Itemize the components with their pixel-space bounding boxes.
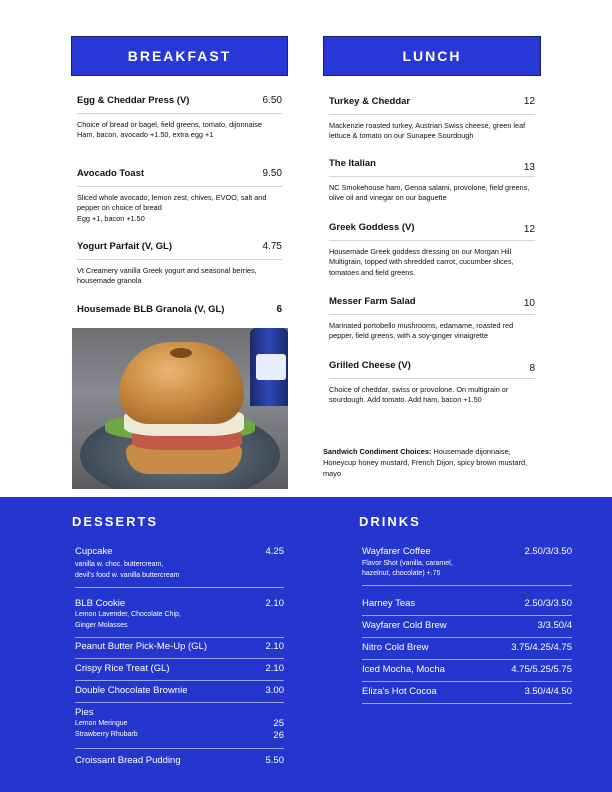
item-extra: Egg +1, bacon +1.50 (77, 213, 145, 223)
bottle-label-shape (256, 354, 286, 380)
menu-item (329, 296, 535, 342)
item-name: Iced Mocha, Mocha (362, 664, 445, 675)
item-desc: Sliced whole avocado, lemon zest, chives, EVOO, salt and pepper on choice of bread (77, 193, 267, 213)
item-desc: NC Smokehouse ham, Genoa salami, provolone, field greens, olive oil and vinegar on our baguette (329, 183, 530, 203)
item-price: 5.50 (265, 755, 284, 766)
item-price: 10 (523, 298, 535, 309)
item-name: Harney Teas (362, 598, 416, 609)
bagel-sandwich-photo (72, 328, 288, 489)
item-price: 4.75 (262, 241, 282, 252)
item-desc: Choice of cheddar, swiss or provolone. On multigrain or sourdough. Add tomato. Add ham, bacon +1.50 (329, 385, 509, 405)
dessert-item (75, 546, 284, 588)
condiments-text: Housemade dijonnaise, Honeycup honey mustard, French Dijon, spicy brown mustard, mayo (323, 447, 528, 478)
item-desc: Choice of bread or bagel, field greens, tomato, dijonnaise (77, 120, 262, 129)
item-price: 3.00 (265, 685, 284, 696)
condiment-choices (323, 446, 545, 479)
drink-item (362, 664, 572, 682)
item-sub: hazelnut, chocolate) +.75 (362, 570, 441, 577)
item-name: Cupcake (75, 546, 113, 557)
item-name: Messer Farm Salad (329, 296, 416, 307)
dessert-item (75, 707, 284, 749)
item-name: Yogurt Parfait (V, GL) (77, 241, 173, 252)
item-name: Greek Goddess (V) (329, 222, 415, 233)
item-price: 3/3.50/4 (537, 620, 572, 631)
item-name: Croissant Bread Pudding (75, 755, 181, 766)
desserts-title: DESSERTS (72, 514, 159, 529)
item-name: Turkey & Cheddar (329, 96, 411, 107)
item-name: Grilled Cheese (V) (329, 360, 411, 371)
item-sub: Ginger Molasses (75, 622, 128, 629)
item-name: Wayfarer Cold Brew (362, 620, 447, 631)
item-sub: devil's food w. vanilla buttercream (75, 572, 180, 579)
item-desc: Mackenzie roasted turkey, Austrian Swiss cheese, green leaf lettuce & tomato on our Sunapee Sourdough (329, 121, 526, 141)
dessert-item (75, 663, 284, 681)
item-desc: Vt Creamery vanilla Greek yogurt and seasonal berries, housemade granola (77, 266, 257, 286)
item-price: 2.10 (265, 598, 284, 609)
item-price: 2.10 (265, 663, 284, 674)
item-price: 13 (523, 162, 535, 173)
item-sub: vanilla w. choc. buttercream, (75, 561, 164, 568)
item-name: Eliza's Hot Cocoa (362, 686, 437, 697)
menu-item (329, 222, 535, 278)
breakfast-title: BREAKFAST (127, 48, 232, 64)
item-desc: Housemade Greek goddess dressing on our Morgan Hill Multigrain, topped with shredded carrot, cucumber slices, tomatoes and field greens. (329, 247, 514, 277)
item-price: 2.50/3/3.50 (524, 598, 572, 609)
menu-item (329, 158, 535, 204)
menu-item (77, 95, 282, 141)
item-name: Avocado Toast (77, 168, 145, 179)
item-name: Crispy Rice Treat (GL) (75, 663, 170, 674)
menu-item (329, 96, 535, 142)
item-price: 6.50 (262, 95, 282, 106)
menu-item (77, 241, 282, 287)
lunch-header (323, 36, 541, 76)
item-name: The Italian (329, 158, 376, 169)
item-name: Nitro Cold Brew (362, 642, 429, 653)
menu-item (329, 360, 535, 406)
item-sub: Lemon Lavender, Chocolate Chip, (75, 611, 181, 618)
condiments-label: Sandwich Condiment Choices: (323, 447, 432, 456)
drinks-title: DRINKS (359, 514, 421, 529)
menu-item (77, 304, 282, 322)
dessert-item (75, 641, 284, 659)
breakfast-header (71, 36, 288, 76)
item-sub: Flavor Shot (vanilla, caramel, (362, 560, 453, 567)
menu-item (77, 168, 282, 224)
item-name: Wayfarer Coffee (362, 546, 431, 557)
item-price: 25 (273, 718, 284, 729)
dessert-item (75, 685, 284, 703)
item-price: 4.75/5.25/5.75 (511, 664, 572, 675)
bagel-hole-shape (170, 348, 192, 358)
drink-item (362, 642, 572, 660)
item-price: 4.25 (265, 546, 284, 557)
drink-item (362, 598, 572, 616)
item-price: 2.50/3/3.50 (524, 546, 572, 557)
item-sub: Lemon Meringue (75, 720, 128, 727)
dessert-item (75, 755, 284, 772)
item-name: Peanut Butter Pick-Me-Up (GL) (75, 641, 207, 652)
drink-item (362, 686, 572, 704)
item-price: 8 (529, 363, 535, 374)
item-name: Housemade BLB Granola (V, GL) (77, 304, 225, 315)
dessert-item (75, 598, 284, 638)
item-price: 2.10 (265, 641, 284, 652)
item-name: Pies (75, 707, 94, 718)
item-name: BLB Cookie (75, 598, 126, 609)
item-price: 12 (523, 224, 535, 235)
item-name: Egg & Cheddar Press (V) (77, 95, 190, 106)
item-sub: Strawberry Rhubarb (75, 731, 138, 738)
lunch-title: LUNCH (402, 48, 462, 64)
item-price: 6 (276, 304, 282, 315)
item-name: Double Chocolate Brownie (75, 685, 188, 696)
item-price: 9.50 (262, 168, 282, 179)
item-price: 3.75/4.25/4.75 (511, 642, 572, 653)
item-price: 12 (523, 96, 535, 107)
item-extra: Ham, bacon, avocado +1.50, extra egg +1 (77, 130, 214, 140)
item-desc: Marinated portobello mushrooms, edamame, roasted red pepper, field greens, with a soy-ginger vinaigrette (329, 321, 514, 341)
item-price: 3.50/4/4.50 (524, 686, 572, 697)
item-price: 26 (273, 730, 284, 741)
drink-item (362, 546, 572, 586)
drink-item (362, 620, 572, 638)
